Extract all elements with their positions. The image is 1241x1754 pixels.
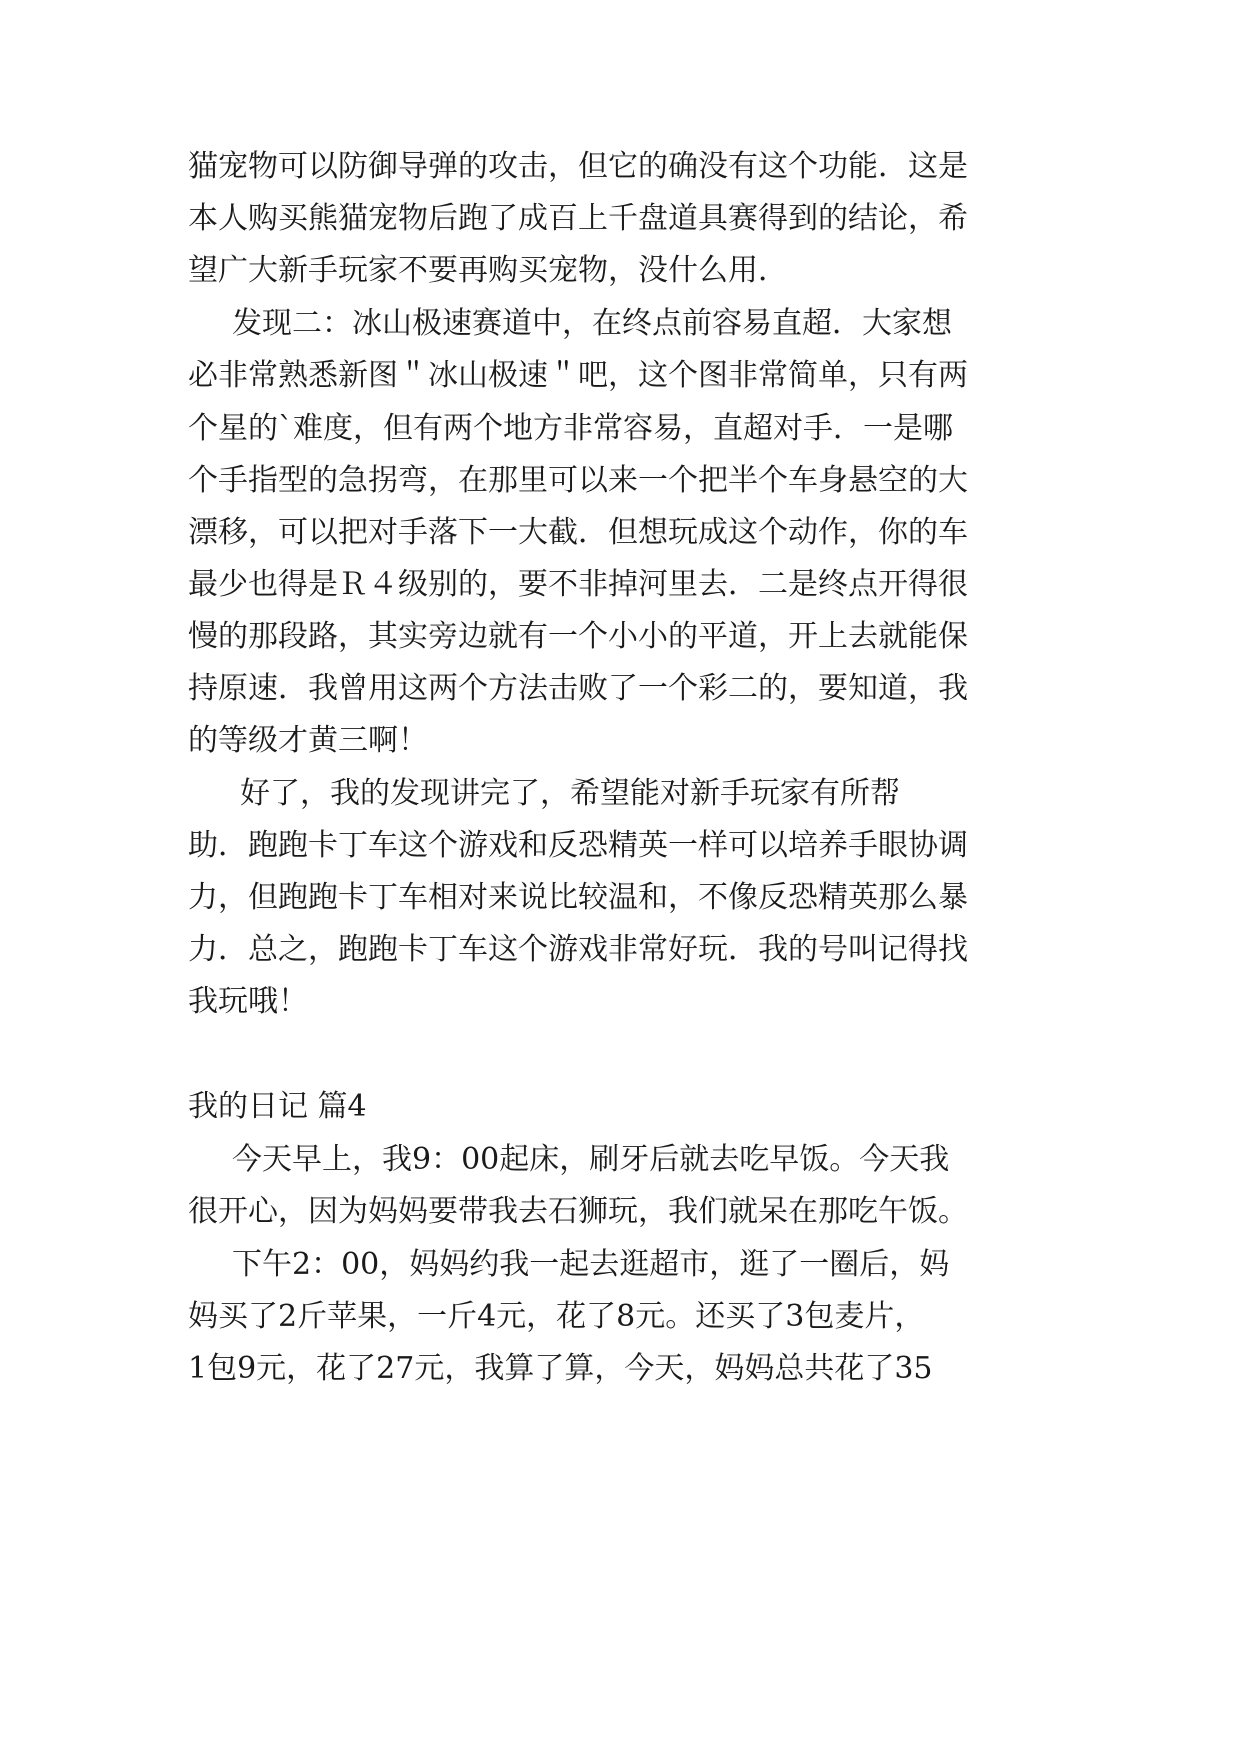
article-line: 猫宠物可以防御导弹的攻击，但它的确没有这个功能．这是: [188, 149, 968, 184]
article-line: 必非常熟悉新图＂冰山极速＂吧，这个图非常简单，只有两: [188, 358, 968, 393]
article-line: 持原速．我曾用这两个方法击败了一个彩二的，要知道，我: [188, 671, 968, 706]
article-line: 我玩哦！: [188, 984, 308, 1019]
article-line: 个星的`难度，但有两个地方非常容易，直超对手．一是哪: [188, 411, 953, 446]
section-heading: 我的日记 篇4: [188, 1089, 367, 1124]
diary-line: 妈买了2斤苹果，一斤4元，花了8元。还买了3包麦片，: [188, 1299, 925, 1334]
article-line: 慢的那段路，其实旁边就有一个小小的平道，开上去就能保: [188, 619, 968, 654]
article-line: 助．跑跑卡丁车这个游戏和反恐精英一样可以培养手眼协调: [188, 828, 968, 863]
article-line: 漂移，可以把对手落下一大截．但想玩成这个动作，你的车: [188, 515, 968, 550]
article-line: 本人购买熊猫宠物后跑了成百上千盘道具赛得到的结论，希: [188, 201, 968, 236]
article-line: 发现二：冰山极速赛道中，在终点前容易直超．大家想: [232, 306, 952, 341]
article-line: 好了，我的发现讲完了，希望能对新手玩家有所帮: [240, 776, 900, 811]
article-line: 最少也得是Ｒ４级别的，要不非掉河里去．二是终点开得很: [188, 567, 968, 602]
diary-line: 1包9元，花了27元，我算了算，今天，妈妈总共花了35: [188, 1351, 933, 1386]
diary-line: 今天早上，我9：00起床，刷牙后就去吃早饭。今天我: [232, 1142, 950, 1177]
article-line: 望广大新手玩家不要再购买宠物，没什么用．: [188, 253, 788, 288]
article-line: 的等级才黄三啊！: [188, 723, 428, 758]
article-line: 个手指型的急拐弯，在那里可以来一个把半个车身悬空的大: [188, 463, 968, 498]
article-line: 力，但跑跑卡丁车相对来说比较温和，不像反恐精英那么暴: [188, 880, 968, 915]
article-line: 力．总之，跑跑卡丁车这个游戏非常好玩．我的号叫记得找: [188, 932, 968, 967]
diary-line: 下午2：00，妈妈约我一起去逛超市，逛了一圈后，妈: [232, 1247, 950, 1282]
diary-line: 很开心，因为妈妈要带我去石狮玩，我们就呆在那吃午饭。: [188, 1194, 968, 1229]
